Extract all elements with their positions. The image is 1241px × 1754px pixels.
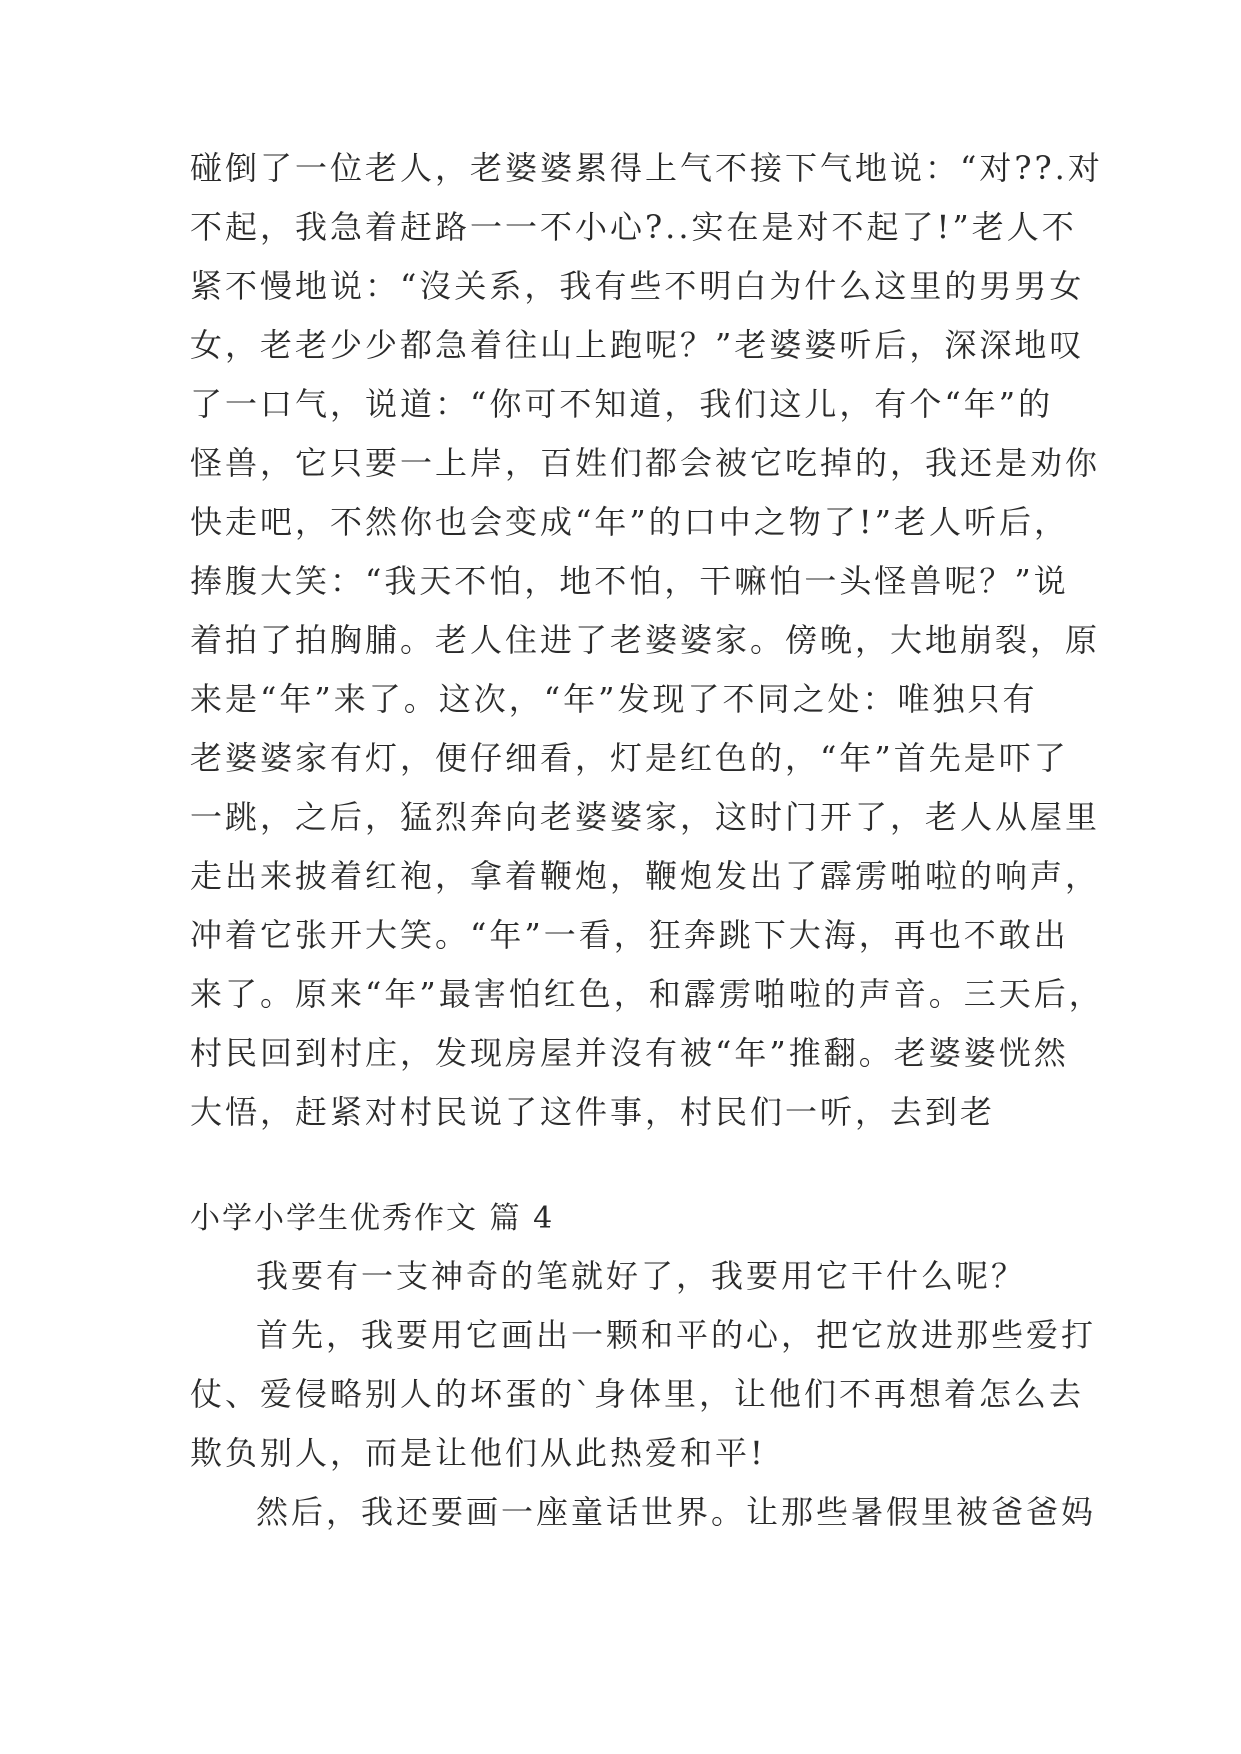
story-line-1: 碰倒了一位老人，老婆婆累得上气不接下气地说：“对??.对	[190, 149, 1103, 187]
story-line-10: 来是“年”来了。这次，“年”发现了不同之处：唯独只有	[190, 680, 1038, 718]
story-line-9: 着拍了拍胸脯。老人住进了老婆婆家。傍晚，大地崩裂，原	[190, 621, 1101, 659]
story-line-5: 了一口气，说道：“你可不知道，我们这儿，有个“年”的	[190, 385, 1054, 423]
essay-heading: 小学小学生优秀作文 篇 4	[190, 1201, 555, 1236]
essay-paragraph-2-line-2: 仗、爱侵略别人的坏蛋的`身体里，让他们不再想着怎么去	[190, 1375, 1085, 1413]
story-line-14: 冲着它张开大笑。“年”一看，狂奔跳下大海，再也不敢出	[190, 916, 1069, 954]
story-line-17: 大悟，赶紧对村民说了这件事，村民们一听，去到老	[190, 1093, 996, 1131]
story-line-16: 村民回到村庄，发现房屋并沒有被“年”推翻。老婆婆恍然	[190, 1034, 1069, 1072]
story-line-11: 老婆婆家有灯，便仔细看，灯是红色的，“年”首先是吓了	[190, 739, 1069, 777]
essay-paragraph-3-line-1: 然后，我还要画一座童话世界。让那些暑假里被爸爸妈	[256, 1493, 1097, 1531]
story-line-15: 来了。原来“年”最害怕红色，和霹雳啪啦的声音。三天后，	[190, 975, 1104, 1013]
story-line-12: 一跳，之后，猛烈奔向老婆婆家，这时门开了，老人从屋里	[190, 798, 1101, 836]
essay-paragraph-2-line-3: 欺负别人，而是让他们从此热爱和平!	[190, 1434, 766, 1472]
story-line-7: 快走吧，不然你也会变成“年”的口中之物了!”老人听后，	[190, 503, 1069, 541]
essay-paragraph-2-line-1: 首先，我要用它画出一颗和平的心，把它放进那些爱打	[256, 1316, 1097, 1354]
story-line-13: 走出来披着红袍，拿着鞭炮，鞭炮发出了霹雳啪啦的响声，	[190, 857, 1101, 895]
story-line-2: 不起，我急着赶路一一不小心?..实在是对不起了!”老人不	[190, 208, 1077, 246]
story-line-6: 怪兽，它只要一上岸，百姓们都会被它吃掉的，我还是劝你	[190, 444, 1101, 482]
essay-paragraph-1: 我要有一支神奇的笔就好了，我要用它干什么呢？	[256, 1257, 1027, 1295]
story-line-8: 捧腹大笑：“我天不怕，地不怕，干嘛怕一头怪兽呢？”说	[190, 562, 1069, 600]
story-line-4: 女，老老少少都急着往山上跑呢？”老婆婆听后，深深地叹	[190, 326, 1085, 364]
story-line-3: 紧不慢地说：“沒关系，我有些不明白为什么这里的男男女	[190, 267, 1085, 305]
